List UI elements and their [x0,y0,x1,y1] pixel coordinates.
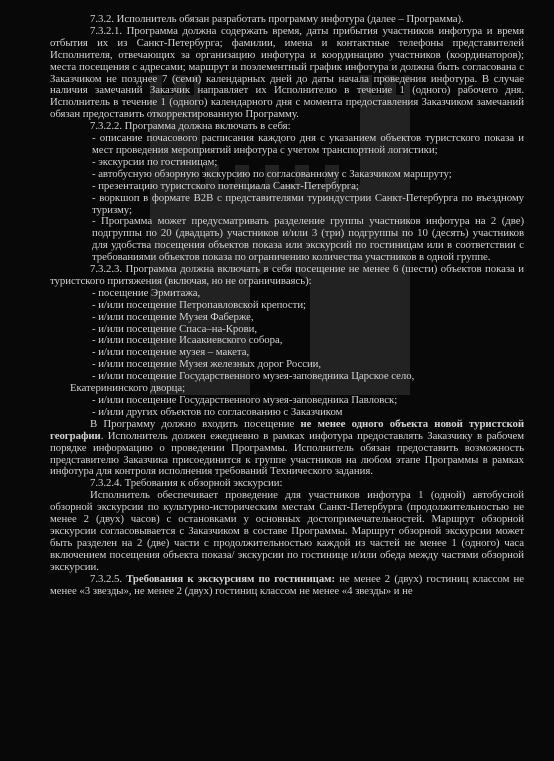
paragraph-7-3-2-3-tail: В Программу должно входить посещение не менее одного объекта новой туристской географии. Исполнитель должен ежедневно в рамках инфотура предоставлять Заказчику в рабочем порядке информацию о проведении Программы. Исполнитель обязан предоставить возможность представителю Заказчика присоединится к группе участников на любом этапе Программы в рамках инфотура для контроля исполнения требований Технического задания. [50,417,524,478]
paragraph-7-3-2-2-heading: 7.3.2.2. Программа должна включать в себя: [90,120,291,133]
list-item: - посещение Эрмитажа, [92,286,201,299]
paragraph-7-3-2-3-heading: 7.3.2.3. Программа должна включать в себя посещение не менее 6 (шести) объектов показа и туристского притяжения (включая, но не ограничиваясь): [50,263,524,287]
visit-objects-list [50,288,524,419]
hotel-tours-emphasis: Требования к экскурсиям по гостиницам: [126,572,336,585]
section-7-3-2-heading: 7.3.2. Исполнитель обязан разработать программу инфотура (далее – Программа). [90,13,464,25]
paragraph-7-3-2-5: 7.3.2.5. Требования к экскурсиям по гостиницам: не менее 2 (двух) гостиниц классом не менее «3 звезды», не менее 2 (двух) гостиниц классом не менее «4 звезды» и не [50,572,525,597]
program-contents-list [50,133,524,264]
list-item: - автобусную обзорную экскурсию по согласованному с Заказчиком маршруту; [92,167,452,180]
list-item: - воркшоп в формате B2B с представителями туриндустрии Санкт-Петербурга по въездному туризму; [92,191,524,216]
list-item: - и/или посещение Государственного музея-заповедника Павловск; [92,394,398,406]
list-item: - презентацию туристского потенциала Санкт-Петербурга; [92,179,359,192]
list-item: - и/или посещение Спаса–на-Крови, [92,322,258,335]
new-geography-emphasis: не менее одного объекта новой туристской географии [50,417,524,442]
paragraph-7-3-2-1: 7.3.2.1. Программа должна содержать время, даты прибытия участников инфотура и время отбытия их из Санкт-Петербурга; фамилии, имена и контактные телефоны представителей Исполнителя, отвечающих за организацию инфотура и координацию участников (координаторов); места посещения с адресами; маршрут и поэлементный график инфотура и должна быть согласована с Заказчиком не позднее 7 (семи) календарных дней до даты начала проведения инфотура. В случае наличия замечаний Заказчик направляет их Исполнителю в течение 1 (одного) рабочего дня. Исполнитель в течение 1 (одного) календарного дня с момента предоставления Заказчиком замечаний обязан предоставить откорректированную Программу. [50,24,524,121]
list-item: - и/или посещение музея – макета, [92,346,250,359]
paragraph-7-3-2-4-body: Исполнитель обеспечивает проведение для участников инфотура 1 (одной) автобусной обзорной экскурсии по культурно-историческим местам Санкт-Петербурга (продолжительностью не менее 2 (двух) часов) с остановками у основных достопримечательностей. Маршрут обзорной экскурсии согласовывается с Заказчиком в составе Программы. Маршрут обзорной экскурсии может быть разделен на 2 (две) части с продолжительностью каждой из частей не менее 1 (одного) часа включением посещения объекта показа/ экскурсии по гостинице и/или обеда между частями обзорной экскурсии. [50,489,524,573]
list-item: - экскурсии по гостиницам; [92,155,218,168]
document-page [50,14,524,597]
list-item: - и/или посещение Петропавловской крепости; [92,298,306,311]
list-item: - и/или посещение Музея железных дорог России, [92,358,322,371]
list-item: - Программа может предусматривать разделение группы участников инфотура на 2 (две) подгруппы по 20 (двадцать) участников и/или 3 (три) подгруппы по 10 (десять) участников для удобства посещения объектов показа или экскурсий по гостиницам или в соответствии с требованиями объектов показа по ограничению количества участников в одной группе. [92,215,524,264]
list-item: - и/или посещение Исаакиевского собора, [92,334,283,347]
list-item: - и/или других объектов по согласованию с Заказчиком [92,405,343,418]
list-item: - и/или посещение Музея Фаберже, [92,310,254,323]
list-item: - и/или посещение Государственного музея-заповедника Царское село, [92,370,415,383]
list-item: - описание почасового расписания каждого дня с указанием объектов туристского показа и мест проведения мероприятий инфотура с учетом транспортной логистики; [92,132,524,156]
paragraph-7-3-2-4-heading: 7.3.2.4. Требования к обзорной экскурсии: [90,477,283,490]
list-item-continuation: Екатерининского дворца; [70,382,186,395]
